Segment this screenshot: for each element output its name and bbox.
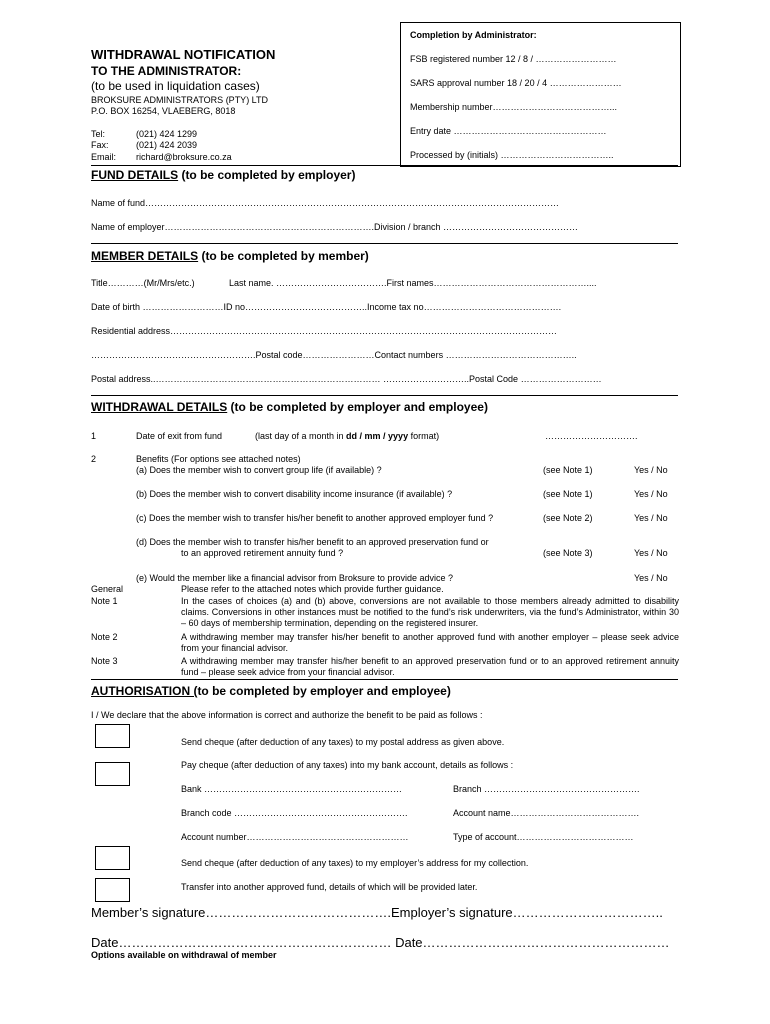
question-d-note: (see Note 3): [543, 548, 593, 558]
note2-label: Note 2: [91, 632, 118, 642]
residential-address-field[interactable]: Residential address…………………………………………………………………………………………………………………: [91, 326, 558, 336]
entry-date-field[interactable]: Entry date ……………………………………………: [410, 126, 607, 136]
fax-label: Fax:: [91, 140, 109, 150]
fund-heading-main: FUND DETAILS: [91, 168, 179, 182]
branch-field[interactable]: Branch …………………………………………….: [453, 784, 640, 794]
authorisation-heading-main: AUTHORISATION (: [91, 684, 198, 698]
bank-field[interactable]: Bank …………………………………………………………: [181, 784, 403, 794]
company-name: BROKSURE ADMINISTRATORS (PTY) LTD: [91, 95, 269, 105]
option-employer-cheque-label: Send cheque (after deduction of any taxes) to my employer’s address for my collection.: [181, 858, 529, 868]
item-number: 2: [91, 454, 97, 464]
general-note-text: Please refer to the attached notes which provide further guidance.: [181, 584, 444, 594]
account-name-field[interactable]: Account name…………………………………….: [453, 808, 640, 818]
fsb-number-field[interactable]: FSB registered number 12 / 8 / ………………………: [410, 54, 617, 64]
question-d-yes-no[interactable]: Yes / No: [634, 548, 668, 558]
title-field[interactable]: Title…………(Mr/Mrs/etc.): [91, 278, 195, 288]
format-note-bold: dd / mm / yyyy: [346, 431, 409, 441]
declaration-text: I / We declare that the above information is correct and authorize the benefit to be paid as follows :: [91, 710, 483, 720]
note3-label: Note 3: [91, 656, 118, 666]
postal-code-contact-field[interactable]: ……………………………………………….Postal code……………………Contact numbers ……………………………………..: [91, 350, 577, 360]
account-type-field[interactable]: Type of account…………………………………: [453, 832, 634, 842]
option-postal-cheque-checkbox[interactable]: [95, 724, 130, 748]
option-transfer-label: Transfer into another approved fund, details of which will be provided later.: [181, 882, 478, 892]
branch-code-field[interactable]: Branch code ………………………………………………….: [181, 808, 408, 818]
email-label: Email:: [91, 152, 117, 162]
date-line[interactable]: Date……………………………………………………… Date…………………………………………………: [91, 935, 670, 950]
email-link[interactable]: richard@broksure.co.za: [136, 152, 232, 162]
membership-number-field[interactable]: Membership number…………………………………...: [410, 102, 618, 112]
option-employer-cheque-checkbox[interactable]: [95, 846, 130, 870]
option-bank-account-label: Pay cheque (after deduction of any taxes) into my bank account, details as follows :: [181, 760, 514, 770]
section-divider: [91, 165, 678, 166]
benefits-label: Benefits (For options see attached notes): [136, 454, 301, 464]
exit-date-format-note: [255, 431, 439, 441]
question-b-note: (see Note 1): [543, 489, 593, 499]
member-heading-note: (to be completed by member): [198, 249, 369, 263]
question-e-yes-no[interactable]: Yes / No: [634, 573, 668, 583]
question-a-yes-no[interactable]: Yes / No: [634, 465, 668, 475]
admin-title: Completion by Administrator:: [410, 30, 537, 40]
question-d-line1: (d) Does the member wish to transfer his/her benefit to an approved preservation fund or: [136, 537, 489, 547]
account-number-field[interactable]: Account number………………………………………………: [181, 832, 409, 842]
question-c-note: (see Note 2): [543, 513, 593, 523]
dob-id-tax-field[interactable]: Date of birth ………………………ID no…………………………………..Income tax no……………………………………….: [91, 302, 562, 312]
question-a: (a) Does the member wish to convert group life (if available) ?: [136, 465, 382, 475]
question-a-note: (see Note 1): [543, 465, 593, 475]
note2-text: A withdrawing member may transfer his/her benefit to another approved fund with another employer – please seek advice from your financial advisor.: [181, 632, 679, 653]
question-b-yes-no[interactable]: Yes / No: [634, 489, 668, 499]
form-title: WITHDRAWAL NOTIFICATION: [91, 47, 276, 62]
fax-value: (021) 424 2039: [136, 140, 198, 150]
note1-text: In the cases of choices (a) and (b) above, conversions are not available to those members already admitted to disability claims. Conversions in other instances must be notified to the fund’s risk underwriters, via the fund’s Administrator, within 30 – 60 days of membership termination, depending on the registered insurer.: [181, 596, 679, 628]
authorisation-heading: [91, 684, 451, 698]
sars-number-field[interactable]: SARS approval number 18 / 20 / 4 ……………………: [410, 78, 622, 88]
fund-details-heading: [91, 168, 355, 182]
option-bank-account-checkbox[interactable]: [95, 762, 130, 786]
question-e: (e) Would the member like a financial advisor from Broksure to provide advice ?: [136, 573, 453, 583]
section-divider: [91, 395, 678, 396]
name-fields[interactable]: Last name. ……………………………….First names……………………………………………....: [229, 278, 597, 288]
note1-label: Note 1: [91, 596, 118, 606]
employer-name-field[interactable]: Name of employer…………………………………………………………….Division / branch ………………………………………: [91, 222, 579, 232]
item-number: 1: [91, 431, 97, 441]
question-d-line2: to an approved retirement annuity fund ?: [181, 548, 344, 558]
company-po-box: P.O. BOX 16254, VLAEBERG, 8018: [91, 106, 236, 116]
exit-date-field[interactable]: ………………………….: [545, 431, 638, 441]
form-subtitle: (to be used in liquidation cases): [91, 79, 260, 93]
option-postal-cheque-label: Send cheque (after deduction of any taxes) to my postal address as given above.: [181, 737, 505, 747]
question-c-yes-no[interactable]: Yes / No: [634, 513, 668, 523]
member-details-heading: [91, 249, 369, 263]
signature-line[interactable]: Member’s signature…………………………………….Employer’s signature……………………………..: [91, 905, 663, 920]
exit-date-label: Date of exit from fund: [136, 431, 223, 441]
withdrawal-details-heading: [91, 400, 488, 414]
authorisation-heading-note: to be completed by employer and employee): [197, 684, 451, 698]
processed-by-field[interactable]: Processed by (initials) ………………………………..: [410, 150, 614, 160]
tel-label: Tel:: [91, 129, 106, 139]
postal-address-field[interactable]: Postal address..………………………………………………………………… ………………………..Postal Code ………………………: [91, 374, 602, 384]
question-c: (c) Does the member wish to transfer his/her benefit to another approved employer fund ?: [136, 513, 494, 523]
general-note-label: General: [91, 584, 124, 594]
member-heading-main: MEMBER DETAILS: [91, 249, 199, 263]
section-divider: [91, 243, 678, 244]
note3-text: A withdrawing member may transfer his/her benefit to an approved preservation fund or to an approved retirement annuity fund – please seek advice from your financial advisor.: [181, 656, 679, 677]
tel-value: (021) 424 1299: [136, 129, 198, 139]
fund-heading-note: (to be completed by employer): [178, 168, 356, 182]
question-b: (b) Does the member wish to convert disability income insurance (if available) ?: [136, 489, 453, 499]
option-transfer-checkbox[interactable]: [95, 878, 130, 902]
format-note-pre: (last day of a month in: [255, 431, 347, 441]
footer-options-heading: Options available on withdrawal of member: [91, 950, 277, 960]
format-note-post: format): [408, 431, 440, 441]
fund-name-field[interactable]: Name of fund…………………………………………………………………………………………………………………………: [91, 198, 560, 208]
administrator-box: [400, 22, 681, 167]
section-divider: [91, 679, 678, 680]
withdrawal-heading-note: (to be completed by employer and employee): [227, 400, 488, 414]
to-administrator: TO THE ADMINISTRATOR:: [91, 64, 242, 78]
withdrawal-heading-main: WITHDRAWAL DETAILS: [91, 400, 228, 414]
